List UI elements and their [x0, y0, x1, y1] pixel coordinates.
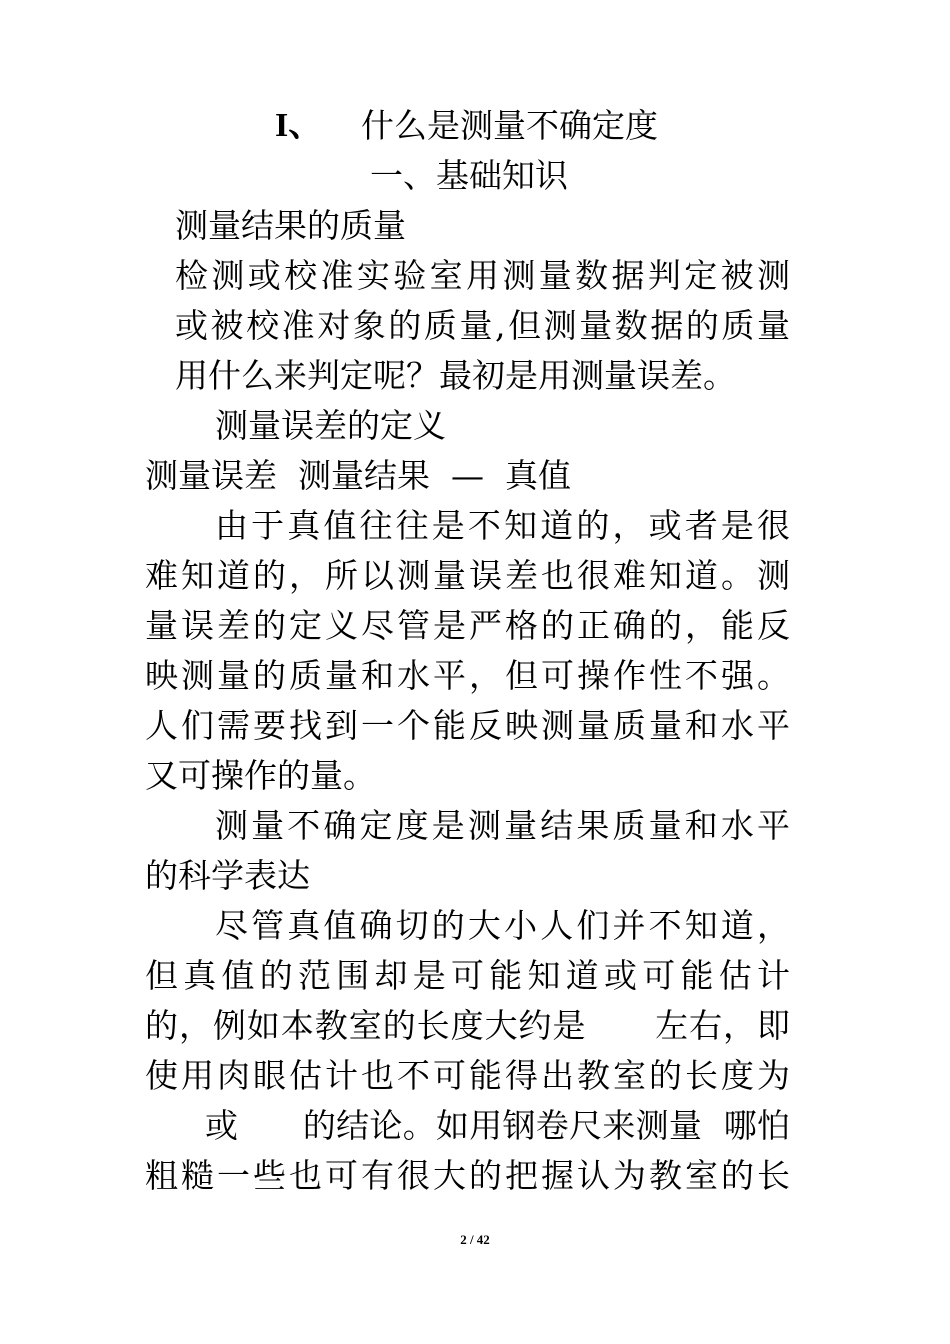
- paragraph-line: 量误差的定义尽管是严格的正确的，能反: [145, 606, 790, 645]
- paragraph-line: 的，例如本教室的长度大约是 左右，即: [145, 1006, 790, 1045]
- title-text: 什么是测量不确定度: [361, 106, 658, 145]
- paragraph-line: 人们需要找到一个能反映测量质量和水平: [145, 706, 790, 745]
- paragraph-line: 使用肉眼估计也不可能得出教室的长度为: [145, 1056, 790, 1095]
- paragraph-line: 尽管真值确切的大小人们并不知道，: [215, 906, 790, 945]
- paragraph-line: 的科学表达: [145, 856, 310, 895]
- paragraph-line: 映测量的质量和水平，但可操作性不强。: [145, 656, 790, 695]
- paragraph-line: 由于真值往往是不知道的，或者是很: [215, 506, 790, 545]
- paragraph-line: 或被校准对象的质量,但测量数据的质量: [175, 306, 790, 345]
- paragraph-line: 测量误差的定义: [215, 406, 446, 445]
- paragraph-line: 又可操作的量。: [145, 756, 376, 795]
- paragraph-line: 但真值的范围却是可能知道或可能估计: [145, 956, 790, 995]
- paragraph-line: 测量误差 测量结果 — 真值: [145, 456, 571, 495]
- title-number: I、: [275, 107, 323, 144]
- paragraph-line: 检测或校准实验室用测量数据判定被测: [175, 256, 790, 295]
- paragraph-line: 或 的结论。如用钢卷尺来测量 哪怕: [205, 1106, 790, 1145]
- paragraph-line: 测量不确定度是测量结果质量和水平: [215, 806, 790, 845]
- section-heading: 一、基础知识: [370, 156, 568, 195]
- page-number: 2 / 42: [460, 1232, 490, 1247]
- paragraph-line: 测量结果的质量: [175, 206, 406, 245]
- paragraph-line: 粗糙一些也可有很大的把握认为教室的长: [145, 1156, 790, 1195]
- paragraph-line: 难知道的，所以测量误差也很难知道。测: [145, 556, 790, 595]
- paragraph-line: 用什么来判定呢？最初是用测量误差。: [175, 356, 736, 395]
